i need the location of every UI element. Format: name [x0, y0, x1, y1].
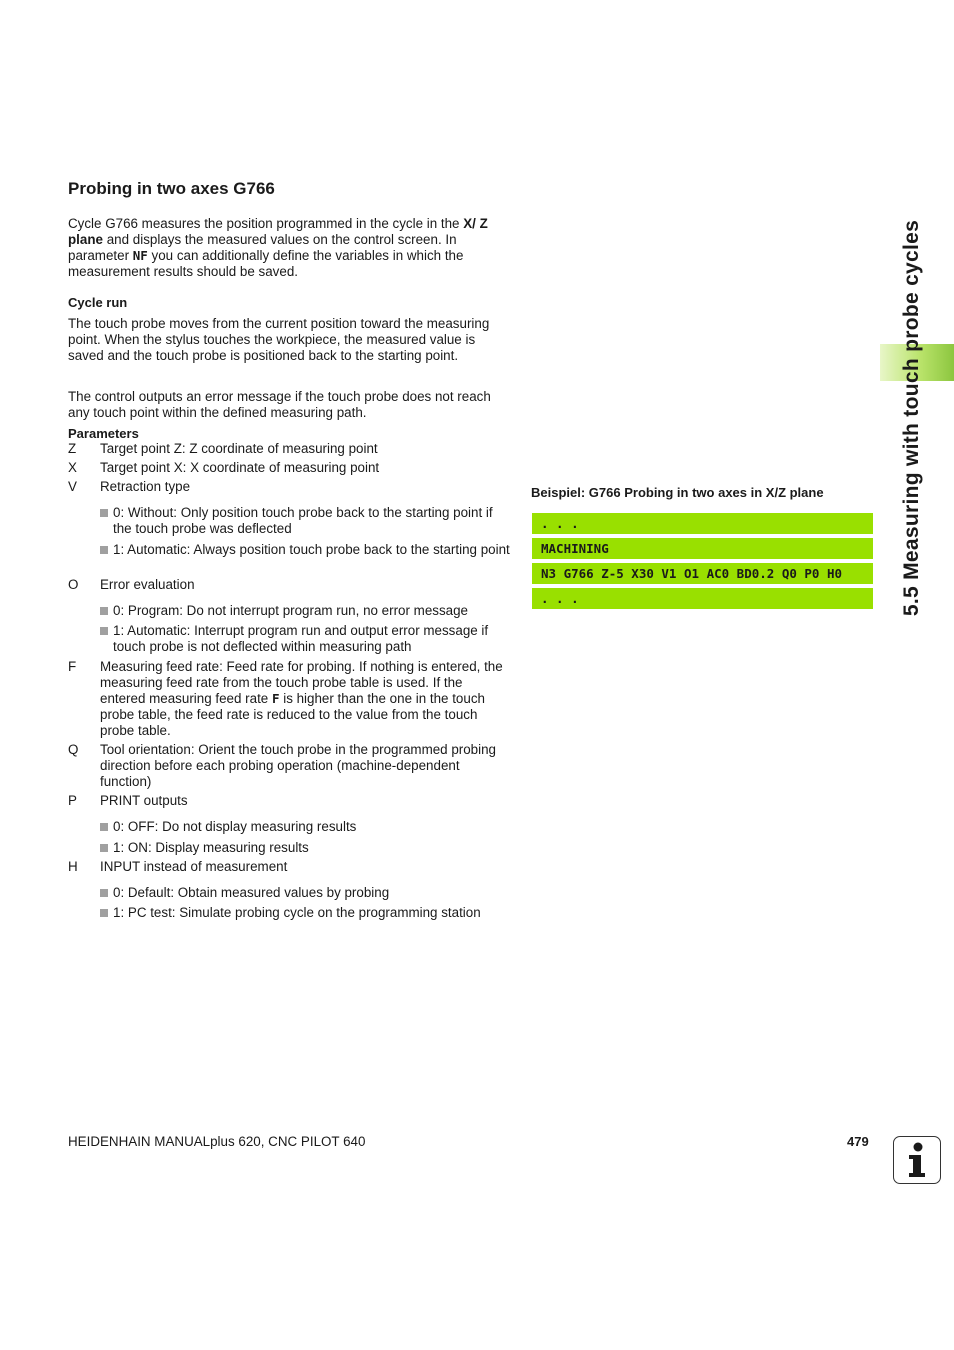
- info-icon: [893, 1136, 941, 1184]
- parameters-heading: Parameters: [68, 426, 139, 441]
- param-v-option-0: 0: Without: Only position touch probe back to the starting point if the touch probe was deflected: [100, 505, 510, 537]
- param-letter-q: Q: [68, 742, 79, 757]
- param-letter-p: P: [68, 793, 77, 808]
- param-letter-f: F: [68, 659, 77, 674]
- intro-text-2: and displays the measured values on the control screen. In parameter: [68, 232, 457, 263]
- info-icon-glyph: [894, 1137, 939, 1182]
- param-letter-v: V: [68, 479, 77, 494]
- bullet-square-icon: [100, 627, 108, 635]
- param-desc-z: Target point Z: Z coordinate of measuring point: [100, 441, 378, 456]
- footer-product-name: HEIDENHAIN MANUALplus 620, CNC PILOT 640: [68, 1134, 366, 1149]
- param-letter-h: H: [68, 859, 78, 874]
- code-line: . . .: [532, 513, 873, 534]
- param-v-option-1: 1: Automatic: Always position touch probe back to the starting point: [100, 542, 510, 558]
- bullet-square-icon: [100, 889, 108, 897]
- cycle-run-paragraph-2: The control outputs an error message if the touch probe does not reach any touch point within the defined measuring path.: [68, 389, 491, 420]
- code-line: . . .: [532, 588, 873, 609]
- param-o-option-1: 1: Automatic: Interrupt program run and output error message if touch probe is not deflected within measuring path: [100, 623, 510, 655]
- intro-code-nf: NF: [132, 248, 148, 263]
- param-desc-x: Target point X: X coordinate of measuring point: [100, 460, 380, 475]
- bullet-square-icon: [100, 607, 108, 615]
- chapter-title-text: 5.5 Measuring with touch probe cycles: [900, 219, 923, 617]
- param-desc-v: Retraction type: [100, 479, 191, 494]
- page-number: 479: [847, 1134, 869, 1149]
- param-letter-z: Z: [68, 441, 77, 456]
- bullet-square-icon: [100, 546, 108, 554]
- param-desc-q: Tool orientation: Orient the touch probe in the programmed probing direction before each probing operation (machine-dependent function): [100, 742, 497, 789]
- param-h-option-0: 0: Default: Obtain measured values by probing: [100, 885, 510, 901]
- param-f-code: F: [271, 691, 280, 706]
- param-desc-p: PRINT outputs: [100, 793, 188, 808]
- example-title: Beispiel: G766 Probing in two axes in X/Z plane: [531, 485, 824, 500]
- param-letter-x: X: [68, 460, 77, 475]
- section-title: Probing in two axes G766: [68, 179, 275, 198]
- intro-text-3: you can additionally define the variables in which the measurement results should be saved.: [68, 248, 464, 279]
- intro-paragraph: [68, 216, 514, 280]
- cycle-run-paragraph-1: The touch probe moves from the current position toward the measuring point. When the stylus touches the workpiece, the measured value is saved and the touch probe is positioned back to the starting point.: [68, 316, 490, 363]
- param-o-option-0: 0: Program: Do not interrupt program run, no error message: [100, 603, 510, 619]
- param-desc-f: Measuring feed rate: Feed rate for probing. If nothing is entered, the measuring feed rate from the touch probe table is used. If the entered measuring feed rate F is higher than the one in the touch probe table, the feed rate is reduced to the value from the touch probe table.: [100, 659, 503, 738]
- param-p-option-0: 0: OFF: Do not display measuring results: [100, 819, 510, 835]
- param-desc-h: INPUT instead of measurement: [100, 859, 288, 874]
- param-p-option-1: 1: ON: Display measuring results: [100, 840, 510, 856]
- bullet-square-icon: [100, 844, 108, 852]
- param-desc-o: Error evaluation: [100, 577, 195, 592]
- bullet-square-icon: [100, 823, 108, 831]
- param-h-option-1: 1: PC test: Simulate probing cycle on the programming station: [100, 905, 510, 921]
- param-letter-o: O: [68, 577, 79, 592]
- bullet-square-icon: [100, 509, 108, 517]
- intro-bold-plane: X/ Z plane: [68, 216, 488, 247]
- intro-text-1: Cycle G766 measures the position programmed in the cycle in the: [68, 216, 464, 231]
- cycle-run-heading: Cycle run: [68, 295, 128, 310]
- code-line: MACHINING: [532, 538, 873, 559]
- bullet-square-icon: [100, 909, 108, 917]
- code-line: N3 G766 Z-5 X30 V1 O1 AC0 BD0.2 Q0 P0 H0: [532, 563, 873, 584]
